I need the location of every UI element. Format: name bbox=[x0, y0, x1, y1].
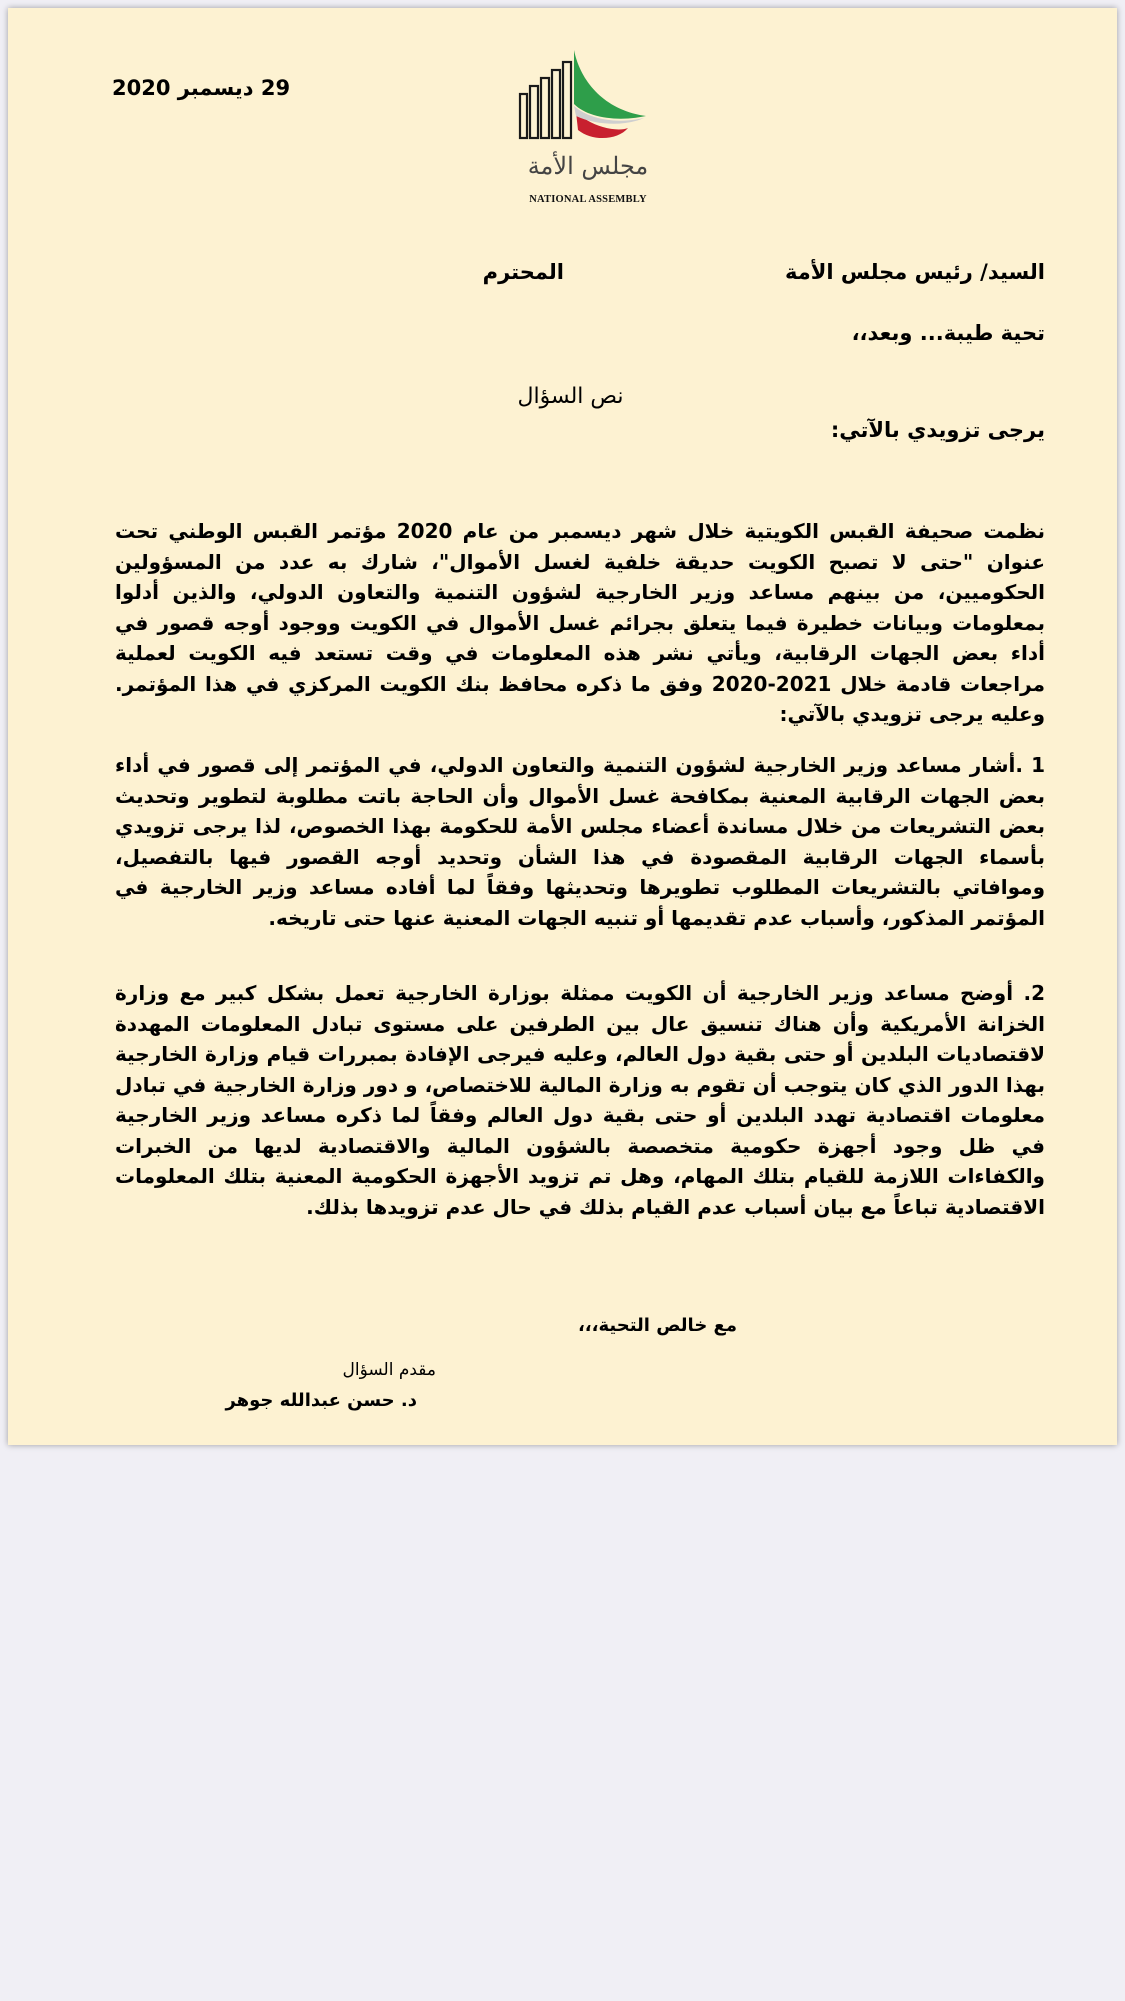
greeting: تحية طيبة... وبعد،، bbox=[851, 321, 1045, 345]
paragraph-item-1: 1 .أشار مساعد وزير الخارجية لشؤون التنمية والتعاون الدولي، في المؤتمر إلى قصور في أداء بعض الجهات الرقابية المعنية بمكافحة غسل الأموال وأن الحاجة باتت مطلوبة لتطوير وتحديث بعض التشريعات من خلال مساندة أعضاء مجلس الأمة للحكومة بهذا الخصوص، لذا يرجى تزويدي بأسماء الجهات الرقابية المقصودة في هذا الشأن وتحديد أوجه القصور فيها بالتفصيل، وموافاتي بالتشريعات المطلوب تطويرها وتحديثها وفقاً لما أفاده مساعد وزير الخارجية في المؤتمر المذكور، وأسباب عدم تقديمها أو تنبيه الجهات المعنية عنها حتى تاريخه. bbox=[115, 753, 1045, 930]
paragraph-item-2: 2. أوضح مساعد وزير الخارجية أن الكويت ممثلة بوزارة الخارجية تعمل بشكل كبير مع وزارة الخزانة الأمريكية وأن هناك تنسيق عال بين الطرفين على مستوى تبادل المعلومات المهددة لاقتصاديات البلدين أو حتى بقية دول العالم، وعليه فيرجى الإفادة بمبررات قيام وزارة الخارجية بهذا الدور الذي كان يتوجب أن تقوم به وزارة المالية للاختصاص، و دور وزارة الخارجية في تبادل معلومات اقتصادية تهدد البلدين أو حتى بقية دول العالم وفقاً لما ذكره مساعد وزير الخارجية في ظل وجود أجهزة حكومية متخصصة بالشؤون المالية والاقتصادية لديها من الخبرات والكفاءات اللازمة للقيام بتلك المهام، وهل تم تزويد الأجهزة الحكومية المعنية بتلك المعلومات الاقتصادية تباعاً مع بيان أسباب عدم القيام بذلك في حال عدم تزويدها بذلك. bbox=[115, 981, 1045, 1219]
logo-english-text: NATIONAL ASSEMBLY bbox=[529, 194, 647, 205]
addressee: السيد/ رئيس مجلس الأمة bbox=[785, 260, 1045, 284]
letter-page bbox=[8, 8, 1117, 1445]
closing: مع خالص التحية،،، bbox=[577, 1315, 737, 1336]
paragraph-intro: نظمت صحيفة القبس الكويتية خلال شهر ديسمبر من عام 2020 مؤتمر القبس الوطني تحت عنوان "حتى لا تصبح الكويت حديقة خلفية لغسل الأموال"، شارك به عدد من المسؤولين الحكوميين، من بينهم مساعد وزير الخارجية لشؤون التنمية والتعاون الدولي، والذين أدلوا بمعلومات وبيانات خطيرة فيما يتعلق بجرائم غسل الأموال في الكويت ووجود أوجه قصور في أداء بعض الجهات الرقابية، ويأتي نشر هذه المعلومات في وقت تستعد فيه الكويت لعملية مراجعات قادمة خلال 2021-2020 وفق ما ذكره محافظ بنك الكويت المركزي في هذا المؤتمر. وعليه يرجى تزويدي بالآتي: bbox=[115, 519, 1045, 726]
assembly-emblem-icon bbox=[508, 40, 668, 150]
question-title: نص السؤال bbox=[517, 384, 624, 409]
signer-name: د. حسن عبدالله جوهر bbox=[225, 1390, 417, 1411]
signer-role: مقدم السؤال bbox=[342, 1360, 436, 1380]
letter-date: 29 ديسمبر 2020 bbox=[112, 76, 291, 100]
request-line: يرجى تزويدي بالآتي: bbox=[830, 418, 1045, 442]
national-assembly-logo bbox=[508, 40, 668, 220]
logo-arabic-text: مجلس الأمة bbox=[527, 152, 649, 180]
honorific: المحترم bbox=[482, 260, 564, 284]
